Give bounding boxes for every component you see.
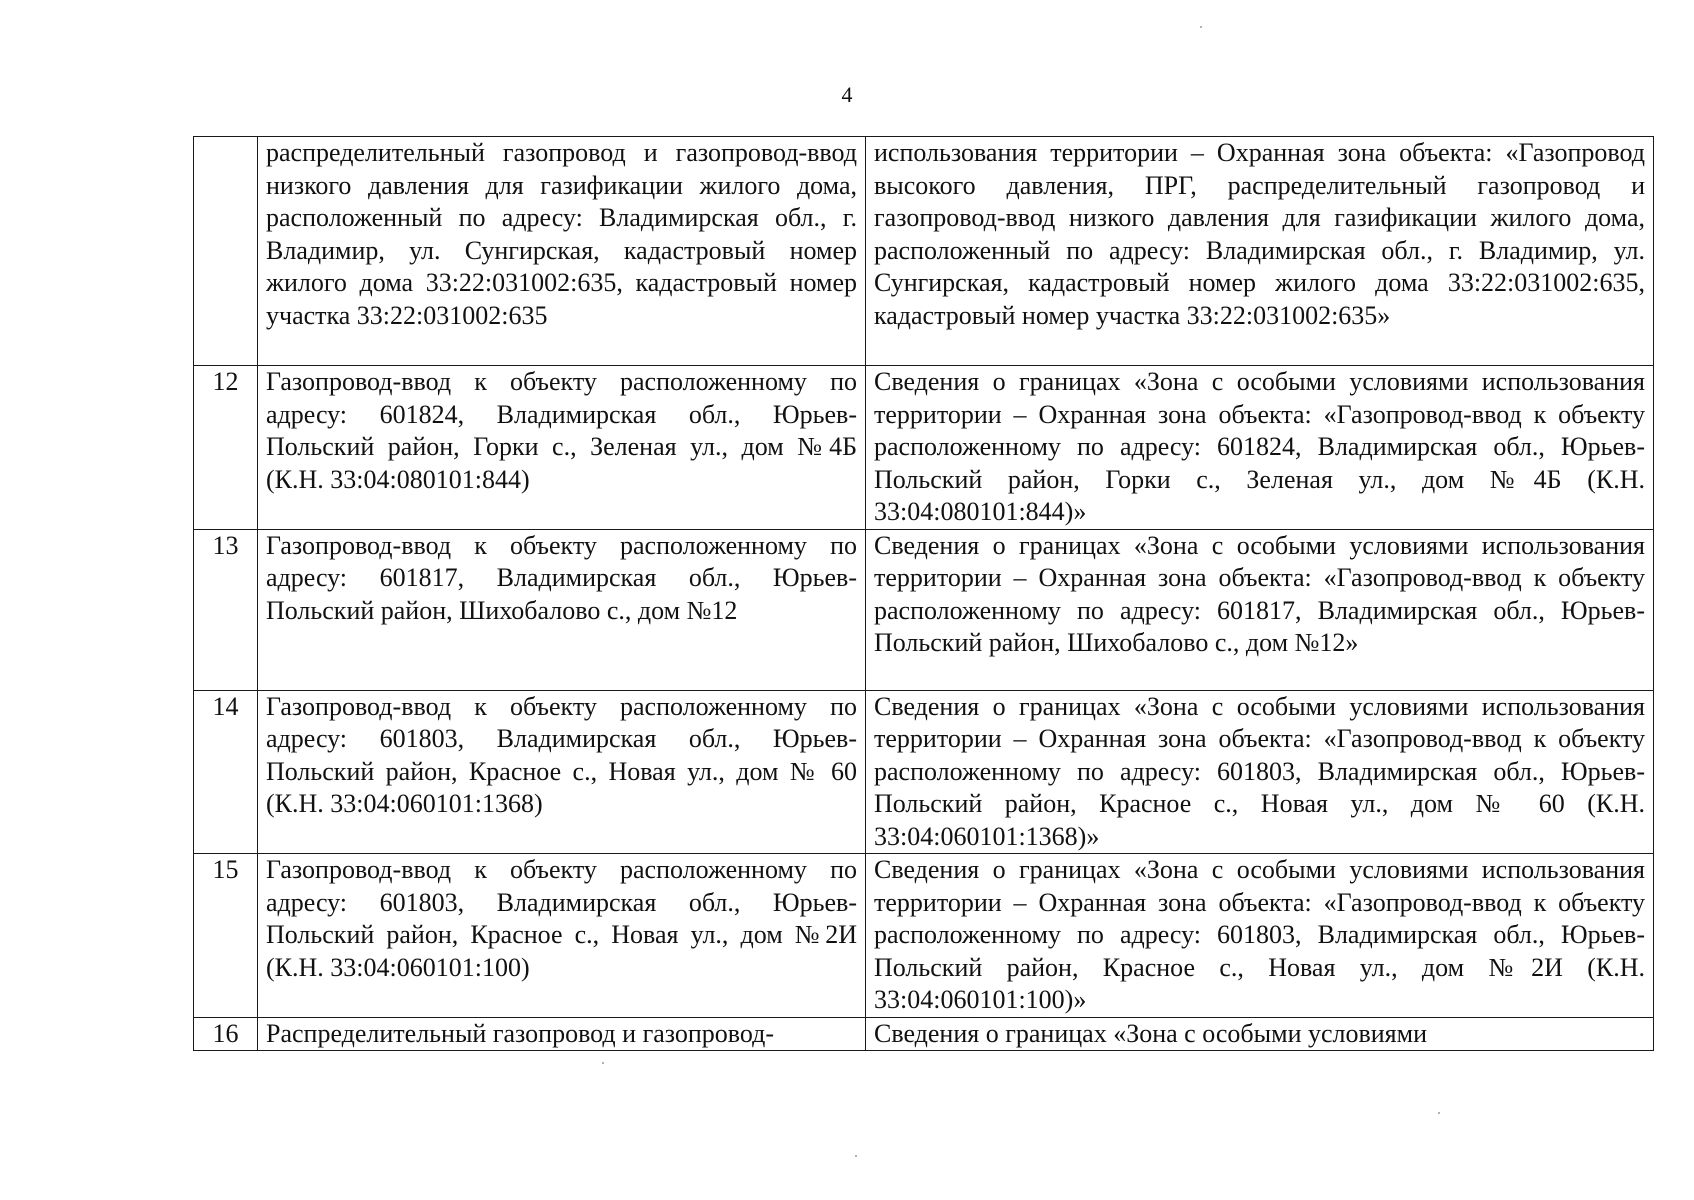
object-name-cell: Газопровод-ввод к объекту расположенному по адресу: 601803, Владимирская обл., Юрьев-Польский район, Красное с., Новая ул., дом №2И (К.Н. 33:04:060101:100) — [258, 854, 866, 1018]
objects-table — [193, 136, 1654, 1051]
row-number: 14 — [194, 690, 258, 854]
table-row — [194, 690, 1654, 854]
object-name-cell: Газопровод-ввод к объекту расположенному по адресу: 601817, Владимирская обл., Юрьев-Польский район, Шихобалово с., дом №12 — [258, 529, 866, 690]
object-name-cell: Газопровод-ввод к объекту расположенному по адресу: 601803, Владимирская обл., Юрьев-Польский район, Красное с., Новая ул., дом № 60 (К.Н. 33:04:060101:1368) — [258, 690, 866, 854]
table-row — [194, 137, 1654, 366]
zone-description-cell: Сведения о границах «Зона с особыми условиями — [866, 1017, 1654, 1051]
zone-description-cell: Сведения о границах «Зона с особыми условиями использования территории – Охранная зона объекта: «Газопровод-ввод к объекту расположенному по адресу: 601824, Владимирская обл., Юрьев-Польский район, Горки с., Зеленая ул., дом №4Б (К.Н. 33:04:080101:844)» — [866, 366, 1654, 530]
row-number: 15 — [194, 854, 258, 1018]
table-row — [194, 529, 1654, 690]
scan-speck — [855, 1155, 857, 1157]
row-number: 12 — [194, 366, 258, 530]
scan-speck — [602, 1062, 604, 1064]
row-number: 13 — [194, 529, 258, 690]
table-row — [194, 1017, 1654, 1051]
row-number — [194, 137, 258, 366]
object-name-cell: распределительный газопровод и газопровод-ввод низкого давления для газификации жилого дома, расположенный по адресу: Владимирская обл., г. Владимир, ул. Сунгирская, кадастровый номер жилого дома 33:22:031002:635, кадастровый номер участка 33:22:031002:635 — [258, 137, 866, 366]
row-number: 16 — [194, 1017, 258, 1051]
scan-speck — [1438, 1112, 1440, 1114]
zone-description-cell: Сведения о границах «Зона с особыми условиями использования территории – Охранная зона объекта: «Газопровод-ввод к объекту расположенному по адресу: 601817, Владимирская обл., Юрьев-Польский район, Шихобалово с., дом №12» — [866, 529, 1654, 690]
object-name-cell: Газопровод-ввод к объекту расположенному по адресу: 601824, Владимирская обл., Юрьев-Польский район, Горки с., Зеленая ул., дом №4Б (К.Н. 33:04:080101:844) — [258, 366, 866, 530]
zone-description-cell: Сведения о границах «Зона с особыми условиями использования территории – Охранная зона объекта: «Газопровод-ввод к объекту расположенному по адресу: 601803, Владимирская обл., Юрьев-Польский район, Красное с., Новая ул., дом №2И (К.Н. 33:04:060101:100)» — [866, 854, 1654, 1018]
object-name-cell: Распределительный газопровод и газопровод- — [258, 1017, 866, 1051]
scan-speck — [1200, 26, 1202, 28]
table-row — [194, 854, 1654, 1018]
zone-description-cell: использования территории – Охранная зона объекта: «Газопровод высокого давления, ПРГ, распределительный газопровод и газопровод-ввод низкого давления для газификации жилого дома, расположенный по адресу: Владимирская обл., г. Владимир, ул. Сунгирская, кадастровый номер жилого дома 33:22:031002:635, кадастровый номер участка 33:22:031002:635» — [866, 137, 1654, 366]
table-row — [194, 366, 1654, 530]
page-number: 4 — [841, 82, 853, 107]
zone-description-cell: Сведения о границах «Зона с особыми условиями использования территории – Охранная зона объекта: «Газопровод-ввод к объекту расположенному по адресу: 601803, Владимирская обл., Юрьев-Польский район, Красное с., Новая ул., дом № 60 (К.Н. 33:04:060101:1368)» — [866, 690, 1654, 854]
